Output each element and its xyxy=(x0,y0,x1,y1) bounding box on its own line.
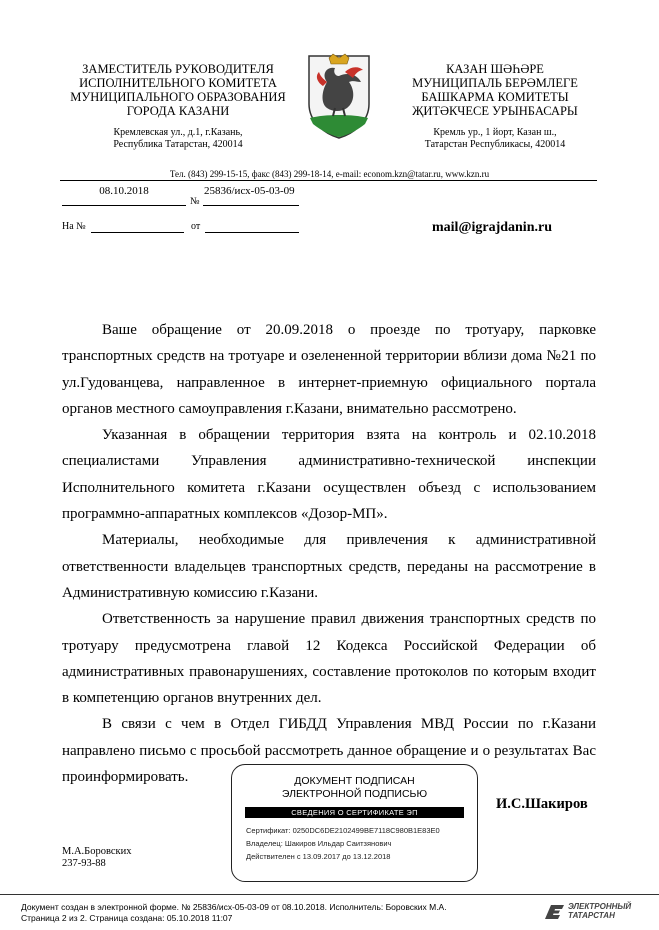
address-line: Кремлевская ул., д.1, г.Казань, xyxy=(113,127,243,138)
stamp-title xyxy=(232,775,477,801)
signer-name: И.С.Шакиров xyxy=(496,796,588,812)
address-line: Республика Татарстан, 420014 xyxy=(113,139,243,150)
org-title-line: МУНИЦИПАЛЬНОГО ОБРАЗОВАНИЯ xyxy=(70,90,286,104)
address-line: Татарстан Республикасы, 420014 xyxy=(424,139,566,150)
org-address-tatar xyxy=(384,127,606,151)
contact-line: Тел. (843) 299-15-15, факс (843) 299-18-14, e-mail: econom.kzn@tatar.ru, www.kzn.ru xyxy=(169,169,490,179)
body-paragraph: Ответственность за нарушение правил движения транспортных средств по тротуару предусмотрена главой 12 Кодекса Российской Федерации об административных правонарушениях, составление протоколов по которым входит в компетенцию органов внутренних дел. xyxy=(62,611,596,707)
electronic-signature-stamp xyxy=(231,764,478,882)
org-title-line: ИСПОЛНИТЕЛЬНОГО КОМИТЕТА xyxy=(79,76,277,90)
logo-text-line: ЭЛЕКТРОННЫЙ xyxy=(568,902,632,911)
executor-info xyxy=(62,846,131,870)
stamp-title-line: ЭЛЕКТРОННОЙ ПОДПИСЬЮ xyxy=(281,788,428,800)
footer-line: Страница 2 из 2. Страница создана: 05.10.2018 11:07 xyxy=(21,913,233,923)
stamp-certificate-number: Сертификат: 0250DC6DE2102499BE7118C980B1E83E0 xyxy=(246,826,440,835)
org-title-line: ҖИТӘКЧЕСЕ УРЫНБАСАРЫ xyxy=(412,104,578,118)
body-paragraph: Ваше обращение от 20.09.2018 о проезде по тротуару, парковке транспортных средств на тротуаре и озелененной территории вблизи дома №21 по ул.Гудованцева, направленное в интернет-приемную официального портала органов местного самоуправления г.Казани, внимательно рассмотрено. xyxy=(62,322,596,417)
letter-body xyxy=(62,317,596,790)
incoming-from-label: от xyxy=(191,221,201,232)
body-paragraph: В связи с чем в Отдел ГИБДД Управления МВД России по г.Казани направлено письмо с просьбой рассмотреть данное обращение и о результатах Вас проинформировать. xyxy=(62,716,596,786)
header-divider xyxy=(60,180,597,181)
incoming-number-underline xyxy=(91,232,184,233)
address-line: Кремль ур., 1 йорт, Казан ш., xyxy=(433,127,557,138)
org-title-line: БАШКАРМА КОМИТЕТЫ xyxy=(421,90,569,104)
date-underline xyxy=(62,205,186,206)
stamp-title-line: ДОКУМЕНТ ПОДПИСАН xyxy=(294,775,415,787)
executor-phone: 237-93-88 xyxy=(62,858,106,869)
electronic-tatarstan-logo-icon xyxy=(545,904,565,920)
stamp-owner: Владелец: Шакиров Ильдар Саитзянович xyxy=(246,839,392,848)
number-underline xyxy=(203,205,299,206)
letter-date: 08.10.2018 xyxy=(99,185,149,197)
org-title-line: ЗАМЕСТИТЕЛЬ РУКОВОДИТЕЛЯ xyxy=(82,62,274,76)
org-address-russian xyxy=(58,127,298,151)
org-name-tatar xyxy=(384,62,606,151)
footer-line: Документ создан в электронной форме. № 25836/исх-05-03-09 от 08.10.2018. Исполнитель: Боровских М.А. xyxy=(21,902,447,912)
org-title-line: КАЗАН ШӘҺӘРЕ xyxy=(446,62,544,76)
executor-name: М.А.Боровских xyxy=(62,846,132,857)
letter-number: 25836/исх-05-03-09 xyxy=(204,185,295,197)
body-paragraph: Указанная в обращении территория взята на контроль и 02.10.2018 специалистами Управления административно-технической инспекции Исполнительного комитета г.Казани осуществлен объезд с использованием программно-аппаратных комплексов «Дозор-МП». xyxy=(62,427,596,523)
incoming-date-underline xyxy=(205,232,299,233)
org-title-line: МУНИЦИПАЛЬ БЕРӘМЛЕГЕ xyxy=(412,76,578,90)
org-name-russian xyxy=(58,62,298,151)
electronic-tatarstan-logo xyxy=(545,903,631,920)
body-paragraph: Материалы, необходимые для привлечения к административной ответственности владельцев транспортных средств, переданы на рассмотрение в Административную комиссию г.Казани. xyxy=(62,532,596,601)
footer-divider xyxy=(0,894,659,895)
logo-text-line: ТАТАРСТАН xyxy=(568,910,615,920)
kazan-coat-of-arms-icon xyxy=(305,52,373,140)
stamp-validity: Действителен с 13.09.2017 до 13.12.2018 xyxy=(246,852,391,861)
incoming-ref-label: На № xyxy=(62,221,86,232)
number-sign: № xyxy=(190,196,200,207)
recipient-email: mail@igrajdanin.ru xyxy=(432,220,552,235)
document-footer xyxy=(21,902,447,924)
stamp-certificate-header: СВЕДЕНИЯ О СЕРТИФИКАТЕ ЭП xyxy=(245,807,464,818)
org-title-line: ГОРОДА КАЗАНИ xyxy=(126,104,230,118)
